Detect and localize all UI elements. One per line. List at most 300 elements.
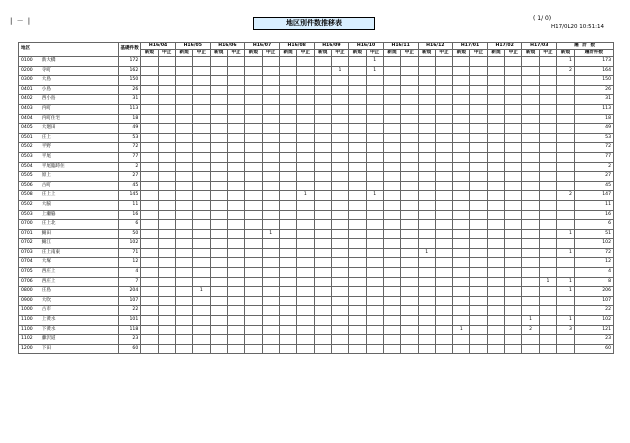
period-cell [279, 114, 296, 124]
period-cell [349, 325, 366, 335]
period-cell [383, 76, 400, 86]
period-cell [175, 210, 192, 220]
period-cell [522, 239, 539, 249]
period-cell [297, 152, 314, 162]
period-cell: 1 [366, 66, 383, 76]
period-cell [314, 344, 331, 354]
period-cell [435, 104, 452, 114]
period-cell [383, 344, 400, 354]
period-cell [418, 85, 435, 95]
period-cell [453, 277, 470, 287]
area-name: 庄上南東 [41, 248, 119, 258]
table-row [19, 335, 614, 345]
period-cell [435, 287, 452, 297]
period-cell [210, 287, 227, 297]
period-cell [383, 335, 400, 345]
period-cell [141, 85, 158, 95]
period-cell [245, 306, 262, 316]
period-cell [349, 172, 366, 182]
period-cell [505, 258, 522, 268]
period-cell [262, 85, 279, 95]
base-count: 11 [119, 200, 141, 210]
period-cell [331, 229, 348, 239]
period-cell [227, 76, 244, 86]
area-name: 新大橋 [41, 57, 119, 67]
period-cell [210, 104, 227, 114]
period-cell [158, 306, 175, 316]
base-count: 150 [119, 76, 141, 86]
period-cell [383, 220, 400, 230]
period-cell [175, 95, 192, 105]
period-cell [349, 296, 366, 306]
period-cell [487, 191, 504, 201]
period-cell [245, 200, 262, 210]
period-cell [366, 335, 383, 345]
period-cell [522, 114, 539, 124]
period-cell [522, 152, 539, 162]
area-name: 平野 [41, 143, 119, 153]
period-cell [331, 162, 348, 172]
period-cell [279, 172, 296, 182]
period-cell [366, 220, 383, 230]
period-cell [383, 57, 400, 67]
period-cell [297, 325, 314, 335]
period-cell [453, 133, 470, 143]
total-new [557, 210, 575, 220]
stop-subheader: 中止 [539, 50, 556, 57]
period-cell [487, 335, 504, 345]
period-cell [487, 248, 504, 258]
period-cell [158, 152, 175, 162]
period-cell [539, 210, 556, 220]
period-cell [522, 258, 539, 268]
period-cell [262, 133, 279, 143]
base-count: 162 [119, 66, 141, 76]
period-cell [401, 258, 418, 268]
period-cell [401, 220, 418, 230]
area-name: 庄上 [41, 133, 119, 143]
period-cell: 1 [331, 66, 348, 76]
period-cell [279, 335, 296, 345]
period-cell [470, 258, 487, 268]
period-cell [349, 104, 366, 114]
period-cell [418, 239, 435, 249]
period-cell [314, 220, 331, 230]
period-cell [539, 57, 556, 67]
period-cell [245, 143, 262, 153]
period-cell [401, 162, 418, 172]
period-cell [227, 239, 244, 249]
period-cell [245, 181, 262, 191]
period-cell [349, 335, 366, 345]
table-row [19, 104, 614, 114]
period-cell [435, 296, 452, 306]
period-cell [349, 344, 366, 354]
period-cell [227, 325, 244, 335]
period-cell [539, 76, 556, 86]
period-cell [366, 152, 383, 162]
period-cell [314, 306, 331, 316]
period-cell [453, 335, 470, 345]
area-code: 0704 [19, 258, 41, 268]
table-row [19, 172, 614, 182]
period-cell [470, 335, 487, 345]
area-code: 0403 [19, 104, 41, 114]
period-cell [539, 248, 556, 258]
period-cell [297, 306, 314, 316]
period-cell [210, 210, 227, 220]
period-cell [418, 325, 435, 335]
total-count: 113 [574, 104, 613, 114]
table-row [19, 306, 614, 316]
period-header: H16/12 [418, 43, 453, 50]
period-cell [297, 287, 314, 297]
period-cell [487, 277, 504, 287]
period-cell [418, 104, 435, 114]
area-code: 0706 [19, 277, 41, 287]
period-cell [158, 220, 175, 230]
period-cell [331, 133, 348, 143]
period-cell [366, 76, 383, 86]
area-name: 内町住宅 [41, 114, 119, 124]
total-count: 102 [574, 316, 613, 326]
period-cell [470, 191, 487, 201]
period-cell [366, 306, 383, 316]
area-code: 1100 [19, 316, 41, 326]
period-cell [245, 162, 262, 172]
total-count: 31 [574, 95, 613, 105]
period-cell [245, 191, 262, 201]
period-cell [418, 277, 435, 287]
period-cell [418, 114, 435, 124]
period-cell [401, 335, 418, 345]
period-cell [401, 277, 418, 287]
period-header: H16/08 [279, 43, 314, 50]
period-cell [279, 268, 296, 278]
period-cell [331, 124, 348, 134]
total-count: 6 [574, 220, 613, 230]
period-cell [175, 76, 192, 86]
area-code: 0506 [19, 181, 41, 191]
period-cell [470, 220, 487, 230]
period-cell [279, 181, 296, 191]
period-cell [245, 248, 262, 258]
period-cell [349, 210, 366, 220]
period-cell [349, 229, 366, 239]
period-cell [210, 114, 227, 124]
period-cell [314, 325, 331, 335]
period-cell [175, 152, 192, 162]
period-cell [418, 258, 435, 268]
table-row [19, 66, 614, 76]
period-cell [314, 287, 331, 297]
period-header: H16/10 [349, 43, 384, 50]
period-cell [279, 76, 296, 86]
period-cell [522, 296, 539, 306]
period-cell [418, 220, 435, 230]
period-cell [522, 57, 539, 67]
period-cell [418, 133, 435, 143]
period-cell [141, 268, 158, 278]
total-new [557, 76, 575, 86]
table-row [19, 258, 614, 268]
period-cell [453, 76, 470, 86]
period-cell [435, 229, 452, 239]
period-cell [435, 258, 452, 268]
period-cell [487, 133, 504, 143]
table-row [19, 344, 614, 354]
base-count: 49 [119, 124, 141, 134]
period-cell [210, 133, 227, 143]
period-cell [522, 191, 539, 201]
period-cell [279, 104, 296, 114]
area-name: 庄島 [41, 287, 119, 297]
period-cell [158, 95, 175, 105]
period-cell [279, 57, 296, 67]
area-code: 0705 [19, 268, 41, 278]
period-cell [349, 143, 366, 153]
period-cell [539, 162, 556, 172]
period-cell [175, 316, 192, 326]
period-cell [158, 287, 175, 297]
period-cell [366, 316, 383, 326]
period-cell [453, 95, 470, 105]
period-cell [470, 268, 487, 278]
period-cell [505, 191, 522, 201]
period-cell [331, 200, 348, 210]
period-cell [539, 316, 556, 326]
period-cell [366, 114, 383, 124]
period-cell [418, 162, 435, 172]
period-cell [297, 335, 314, 345]
period-cell [453, 104, 470, 114]
period-cell [383, 248, 400, 258]
period-cell [418, 296, 435, 306]
period-cell [141, 162, 158, 172]
area-name: 西庄上 [41, 268, 119, 278]
period-cell [487, 162, 504, 172]
stop-subheader: 中止 [158, 50, 175, 57]
period-cell [210, 306, 227, 316]
stop-subheader: 中止 [505, 50, 522, 57]
period-cell [349, 114, 366, 124]
period-cell [331, 296, 348, 306]
total-count: 11 [574, 200, 613, 210]
period-cell [470, 133, 487, 143]
period-cell [158, 316, 175, 326]
period-header: H17/03 [522, 43, 557, 50]
period-cell [539, 200, 556, 210]
period-cell [193, 143, 210, 153]
period-cell [349, 57, 366, 67]
period-cell [487, 229, 504, 239]
period-cell [435, 248, 452, 258]
period-cell [210, 95, 227, 105]
period-cell [193, 133, 210, 143]
base-count: 71 [119, 248, 141, 258]
total-new [557, 181, 575, 191]
period-cell [262, 124, 279, 134]
total-count: 77 [574, 152, 613, 162]
period-cell [453, 344, 470, 354]
period-cell [279, 162, 296, 172]
total-count: 107 [574, 296, 613, 306]
period-cell [383, 306, 400, 316]
period-cell [401, 124, 418, 134]
period-cell [539, 104, 556, 114]
period-cell [522, 344, 539, 354]
period-cell [505, 248, 522, 258]
period-cell [505, 57, 522, 67]
period-cell [175, 114, 192, 124]
period-cell [539, 306, 556, 316]
base-count: 22 [119, 306, 141, 316]
period-header: H16/05 [175, 43, 210, 50]
period-cell [505, 220, 522, 230]
period-cell [210, 277, 227, 287]
period-cell [522, 85, 539, 95]
period-cell [505, 181, 522, 191]
period-cell [279, 143, 296, 153]
period-cell [349, 152, 366, 162]
total-new: 2 [557, 191, 575, 201]
period-cell [401, 85, 418, 95]
area-name: 鯖田 [41, 229, 119, 239]
period-cell [522, 172, 539, 182]
period-cell [487, 57, 504, 67]
area-name: 下黄水 [41, 325, 119, 335]
period-cell [366, 258, 383, 268]
period-cell [470, 95, 487, 105]
area-code: 0502 [19, 200, 41, 210]
period-cell [141, 133, 158, 143]
period-cell [522, 104, 539, 114]
period-cell [331, 85, 348, 95]
period-cell [383, 200, 400, 210]
period-cell [331, 220, 348, 230]
period-cell [487, 143, 504, 153]
period-cell [366, 268, 383, 278]
period-cell [366, 200, 383, 210]
period-cell [262, 306, 279, 316]
period-cell [522, 95, 539, 105]
period-cell [487, 85, 504, 95]
table-row [19, 200, 614, 210]
stop-subheader: 中止 [401, 50, 418, 57]
period-cell [262, 162, 279, 172]
period-cell [366, 248, 383, 258]
period-cell [539, 124, 556, 134]
period-cell [470, 287, 487, 297]
period-cell [505, 66, 522, 76]
period-cell [141, 66, 158, 76]
period-cell: 1 [522, 316, 539, 326]
table-row [19, 85, 614, 95]
period-cell [401, 76, 418, 86]
period-cell [193, 162, 210, 172]
base-count: 145 [119, 191, 141, 201]
period-cell [193, 191, 210, 201]
period-cell [505, 133, 522, 143]
period-cell [349, 162, 366, 172]
period-cell [141, 325, 158, 335]
period-cell [227, 344, 244, 354]
area-code: 0100 [19, 57, 41, 67]
period-cell [349, 258, 366, 268]
period-cell [453, 85, 470, 95]
period-cell [349, 268, 366, 278]
period-cell [141, 152, 158, 162]
period-cell [279, 66, 296, 76]
period-cell [453, 124, 470, 134]
period-cell [262, 104, 279, 114]
period-cell [175, 248, 192, 258]
period-cell [435, 325, 452, 335]
period-cell [366, 229, 383, 239]
period-cell [245, 344, 262, 354]
period-cell [227, 104, 244, 114]
period-cell [349, 181, 366, 191]
period-cell [227, 229, 244, 239]
total-new: 2 [557, 66, 575, 76]
period-cell [418, 287, 435, 297]
period-cell [175, 200, 192, 210]
period-cell [366, 296, 383, 306]
period-cell [383, 239, 400, 249]
period-cell [158, 191, 175, 201]
period-cell [401, 95, 418, 105]
period-cell [453, 296, 470, 306]
period-cell [366, 95, 383, 105]
period-cell [383, 287, 400, 297]
period-cell [141, 335, 158, 345]
period-cell [522, 200, 539, 210]
period-cell [175, 258, 192, 268]
period-cell [539, 66, 556, 76]
total-new: 1 [557, 287, 575, 297]
period-cell [158, 104, 175, 114]
period-cell [487, 104, 504, 114]
period-header: H16/07 [245, 43, 280, 50]
period-cell [141, 306, 158, 316]
period-cell [331, 335, 348, 345]
period-cell [175, 220, 192, 230]
period-cell [193, 268, 210, 278]
period-cell [158, 335, 175, 345]
period-cell [297, 239, 314, 249]
period-cell [141, 172, 158, 182]
area-code: 0502 [19, 143, 41, 153]
period-cell [158, 114, 175, 124]
base-count: 12 [119, 258, 141, 268]
period-cell [297, 76, 314, 86]
base-count: 6 [119, 220, 141, 230]
period-cell [487, 239, 504, 249]
period-cell [453, 152, 470, 162]
period-cell [175, 239, 192, 249]
header-row-periods [19, 43, 614, 50]
period-cell [245, 287, 262, 297]
area-code: 0405 [19, 124, 41, 134]
period-cell [401, 114, 418, 124]
area-name: 平尾臨時住 [41, 162, 119, 172]
period-cell [279, 258, 296, 268]
period-cell [487, 325, 504, 335]
period-cell [297, 114, 314, 124]
period-cell [349, 76, 366, 86]
period-cell [539, 229, 556, 239]
period-cell [297, 181, 314, 191]
